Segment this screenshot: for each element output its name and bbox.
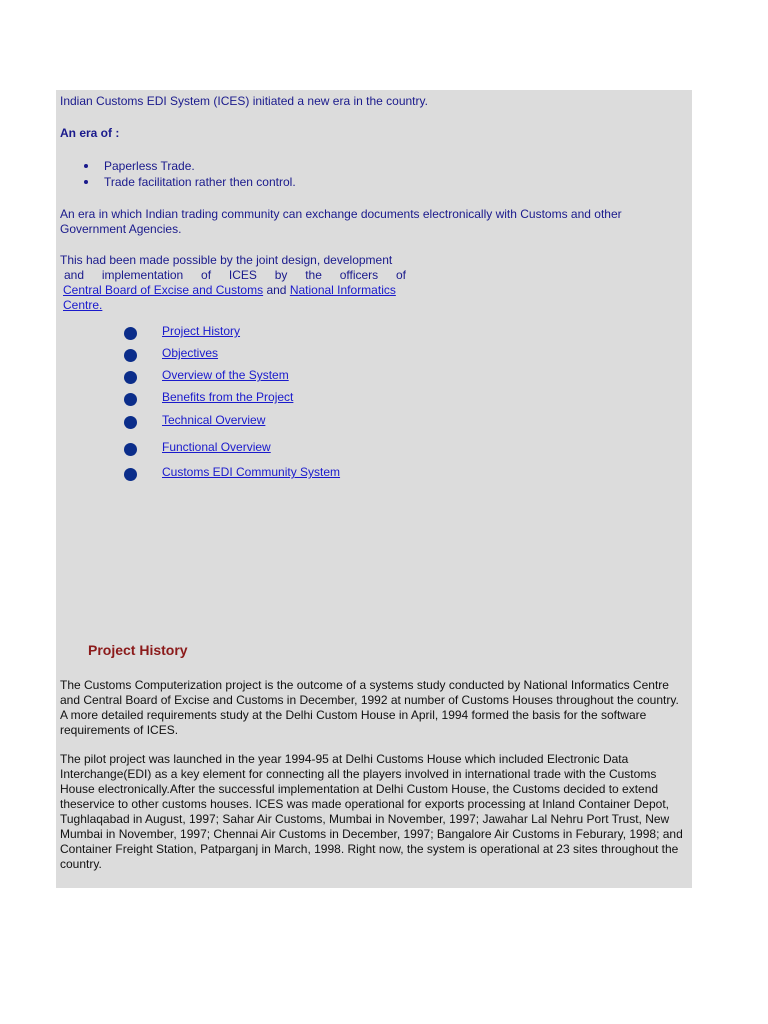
bullet-dot-icon: [124, 468, 137, 481]
project-history-heading: Project History: [88, 642, 188, 658]
nav-link-technical[interactable]: Technical Overview: [162, 413, 266, 427]
nav-link-functional[interactable]: Functional Overview: [162, 440, 271, 454]
bullet-dot-icon: [124, 443, 137, 456]
word: and: [64, 268, 85, 282]
bullet-dot-icon: [124, 393, 137, 406]
intro-text: Indian Customs EDI System (ICES) initiated a new era in the country.: [60, 94, 428, 108]
bullet-dot-icon: [124, 371, 137, 384]
era-heading: An era of :: [60, 126, 120, 140]
nav-link-project-history[interactable]: Project History: [162, 324, 241, 338]
word: by: [274, 268, 288, 282]
history-paragraph-2: The pilot project was launched in the year 1994-95 at Delhi Customs House which included Electronic Data Interchange(EDI) as a key element for connecting all the players involved in international trade with the Customs House electronically.After the successful implementation at Delhi Custom House, the Customs decided to extend theservice to other customs houses. ICES was made operational for exports processing at Inland Container Depot, Tughlaqabad in August, 1997; Sahar Air Customs, Mumbai in November, 1997; Jawahar Lal Nehru Port Trust, New Mumbai in November, 1997; Chennai Air Customs in December, 1997; Bangalore Air Customs in Feburary, 1998; and Container Freight Station, Patparganj in March, 1998. Right now, the system is operational at 23 sites throughout the country.: [60, 752, 683, 871]
list-item: Trade facilitation rather then control.: [82, 174, 296, 190]
list-item: Paperless Trade.: [82, 158, 296, 174]
word: the: [305, 268, 322, 282]
joint-line-2: [60, 268, 406, 283]
bullet-dot-icon: [124, 416, 137, 429]
nic-link[interactable]: National Informatics Centre.: [63, 283, 396, 312]
word: officers: [339, 268, 379, 282]
history-paragraph-1: The Customs Computerization project is the outcome of a systems study conducted by National Informatics Centre and Central Board of Excise and Customs in December, 1992 at number of Customs Houses throughout the country. A more detailed requirements study at the Delhi Custom House in April, 1994 formed the basis for the software requirements of ICES.: [60, 678, 679, 737]
nav-link-benefits[interactable]: Benefits from the Project: [162, 390, 294, 404]
content-panel: [56, 90, 692, 888]
word: of: [201, 268, 212, 282]
bullet-dot-icon: [124, 349, 137, 362]
nav-link-objectives[interactable]: Objectives: [162, 346, 219, 360]
joint-line-3: [60, 283, 420, 313]
and-word: and: [266, 283, 287, 297]
era-description: An era in which Indian trading community can exchange documents electronically with Customs and other Government Agencies.: [60, 207, 622, 236]
nav-link-community[interactable]: Customs EDI Community System: [162, 465, 341, 479]
era-list: [82, 158, 296, 190]
word: implementation: [101, 268, 184, 282]
joint-paragraph: [60, 253, 420, 313]
bullet-dot-icon: [124, 327, 137, 340]
nav-link-overview[interactable]: Overview of the System: [162, 368, 289, 382]
word: of: [395, 268, 406, 282]
cbec-link[interactable]: Central Board of Excise and Customs: [63, 283, 264, 297]
word: ICES: [228, 268, 257, 282]
joint-line-1: This had been made possible by the joint design, development: [60, 253, 393, 267]
